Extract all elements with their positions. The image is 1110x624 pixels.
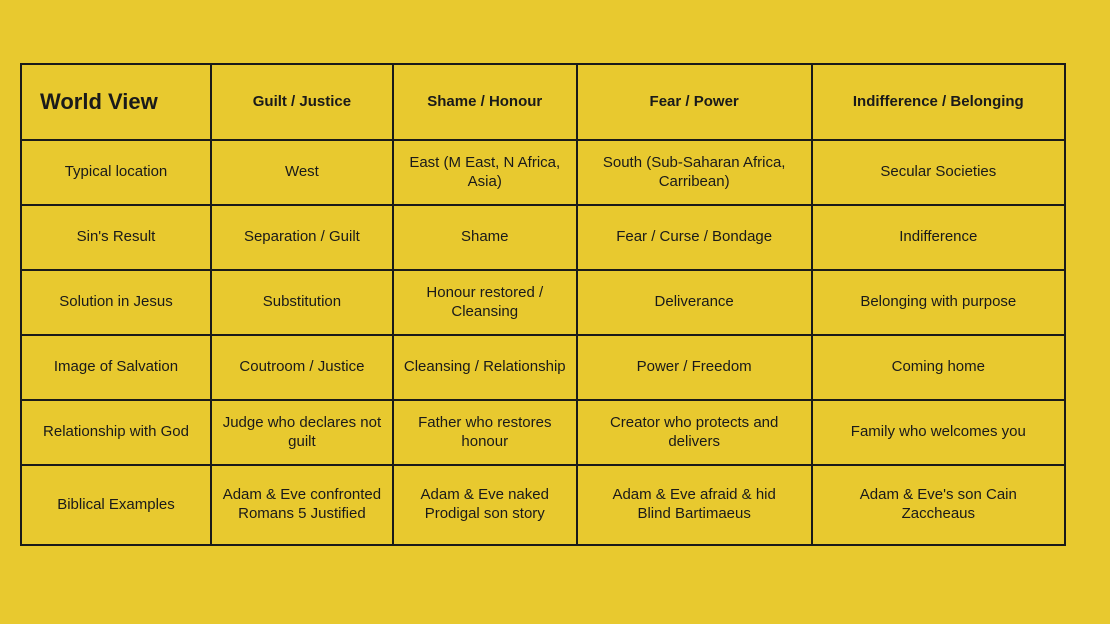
table-row xyxy=(21,205,1065,270)
cell-sins-result-fear: Fear / Curse / Bondage xyxy=(577,205,812,270)
table-header-row xyxy=(21,64,1065,140)
cell-relationship-guilt: Judge who declares not guilt xyxy=(211,400,393,465)
cell-solution-shame: Honour restored / Cleansing xyxy=(393,270,577,335)
row-label-image-of-salvation: Image of Salvation xyxy=(21,335,211,400)
table-row xyxy=(21,335,1065,400)
cell-sins-result-shame: Shame xyxy=(393,205,577,270)
row-label-relationship-with-god: Relationship with God xyxy=(21,400,211,465)
cell-image-fear: Power / Freedom xyxy=(577,335,812,400)
cell-biblical-fear: Adam & Eve afraid & hid Blind Bartimaeus xyxy=(577,465,812,545)
cell-image-guilt: Coutroom / Justice xyxy=(211,335,393,400)
cell-typical-location-indifference: Secular Societies xyxy=(812,140,1065,205)
row-label-sins-result: Sin's Result xyxy=(21,205,211,270)
row-label-solution-in-jesus: Solution in Jesus xyxy=(21,270,211,335)
column-header-fear-power: Fear / Power xyxy=(577,64,812,140)
worldview-matrix-table xyxy=(20,63,1066,546)
cell-relationship-indifference: Family who welcomes you xyxy=(812,400,1065,465)
cell-typical-location-fear: South (Sub-Saharan Africa, Carribean) xyxy=(577,140,812,205)
table-row xyxy=(21,270,1065,335)
cell-biblical-shame: Adam & Eve naked Prodigal son story xyxy=(393,465,577,545)
table-corner-title: World View xyxy=(21,64,211,140)
column-header-guilt-justice: Guilt / Justice xyxy=(211,64,393,140)
cell-solution-indifference: Belonging with purpose xyxy=(812,270,1065,335)
cell-solution-guilt: Substitution xyxy=(211,270,393,335)
cell-sins-result-indifference: Indifference xyxy=(812,205,1065,270)
cell-image-indifference: Coming home xyxy=(812,335,1065,400)
cell-typical-location-shame: East (M East, N Africa, Asia) xyxy=(393,140,577,205)
row-label-typical-location: Typical location xyxy=(21,140,211,205)
cell-relationship-fear: Creator who protects and delivers xyxy=(577,400,812,465)
cell-biblical-guilt: Adam & Eve confronted Romans 5 Justified xyxy=(211,465,393,545)
cell-typical-location-guilt: West xyxy=(211,140,393,205)
cell-image-shame: Cleansing / Relationship xyxy=(393,335,577,400)
cell-relationship-shame: Father who restores honour xyxy=(393,400,577,465)
column-header-shame-honour: Shame / Honour xyxy=(393,64,577,140)
cell-biblical-indifference: Adam & Eve's son Cain Zaccheaus xyxy=(812,465,1065,545)
row-label-biblical-examples: Biblical Examples xyxy=(21,465,211,545)
table-row xyxy=(21,140,1065,205)
cell-sins-result-guilt: Separation / Guilt xyxy=(211,205,393,270)
worldview-matrix-container xyxy=(20,63,1066,546)
table-row xyxy=(21,465,1065,545)
column-header-indifference-belonging: Indifference / Belonging xyxy=(812,64,1065,140)
table-row xyxy=(21,400,1065,465)
cell-solution-fear: Deliverance xyxy=(577,270,812,335)
